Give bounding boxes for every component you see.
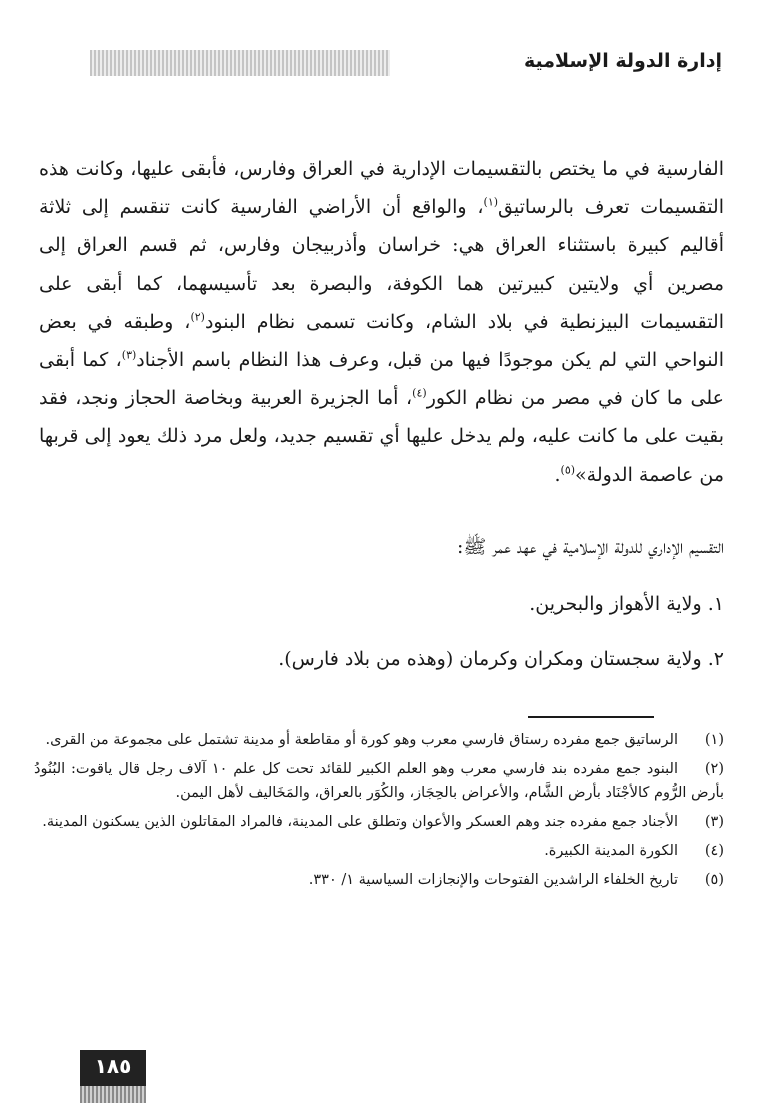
- body-text-segment: الفارسية في ما يختص بالتقسيمات الإدارية في العراق وفارس، فأبقى عليها، وكانت هذه التقسيمات تعرف بالرساتيق: [39, 158, 724, 219]
- footnote-number: (٥): [704, 872, 724, 888]
- list-item: ١. ولاية الأهواز والبحرين.: [529, 593, 724, 615]
- footnote-number: (١): [704, 732, 724, 748]
- footnote-number: (٣): [704, 814, 724, 830]
- header-decorative-band: [90, 50, 390, 76]
- footnote-ref-4[interactable]: (٤): [412, 386, 427, 400]
- body-text-segment: .: [554, 463, 561, 486]
- footnote-item: [34, 810, 724, 834]
- footnote-text: تاريخ الخلفاء الراشدين الفتوحات والإنجازات السياسية ١/ ٣٣٠.: [308, 872, 678, 888]
- body-text-segment: ، كما أبقى على ما كان في مصر من نظام الكور: [39, 349, 724, 410]
- body-text-segment: ، أما الجزيرة العربية وبخاصة الحجاز ونجد، فقد بقيت على ما كانت عليه، ولم يدخل عليها أي تقسيم جديد، ولعل مرد ذلك يعود إلى قربها من عاصمة الدولة»: [39, 387, 724, 486]
- footnote-separator: [528, 716, 654, 718]
- footnote-ref-1[interactable]: (١): [483, 195, 499, 209]
- footnote-text: الرساتيق جمع مفرده رستاق فارسي معرب وهو كورة أو مقاطعة أو مدينة تشتمل على مجموعة من القرى.: [45, 732, 678, 748]
- footnote-item: [34, 868, 724, 892]
- footnote-item: [34, 839, 724, 863]
- footnote-number: (٤): [704, 843, 724, 859]
- footnote-text: البنود جمع مفرده بند فارسي معرب وهو العلم الكبير للقائد تحت كل علم ١٠ آلاف رجل قال ياقوت: البُنُودُ بأرض الرُّوم كالأجْنَاد بأرض الشَّام، والأعراض بالحِجَاز، والكُوَر بالعراق، والمَخَاليف لأهل اليمن.: [34, 761, 724, 801]
- body-text-segment: ، وطبقه في بعض النواحي التي لم يكن موجودًا فيها من قبل، وعرف هذا النظام باسم الأجناد: [39, 310, 724, 372]
- footnote-number: (٢): [704, 761, 725, 777]
- footnote-ref-2[interactable]: (٢): [190, 310, 205, 324]
- page-number: ١٨٥: [94, 1054, 132, 1078]
- footnote-ref-5[interactable]: (٥): [560, 463, 576, 477]
- page-number-decorative-strip: [80, 1086, 146, 1103]
- footnote-text: الكورة المدينة الكبيرة.: [544, 843, 678, 859]
- list-item: ٢. ولاية سجستان ومكران وكرمان (وهذه من بلاد فارس).: [278, 648, 724, 670]
- running-header-title: إدارة الدولة الإسلامية: [523, 50, 722, 72]
- section-heading: التقسيم الإداري للدولة الإسلامية في عهد عمر ﷺ:: [456, 536, 724, 558]
- footnote-text: الأجناد جمع مفرده جند وهم العسكر والأعوان وتطلق على المدينة، فالمراد المقاتلون الذين يسكنون المدينة.: [42, 814, 678, 830]
- body-text-segment: ، والواقع أن الأراضي الفارسية كانت تنقسم إلى ثلاثة أقاليم كبيرة باستثناء العراق هي: خراسان وأذربيجان وفارس، ثم قسم العراق إلى مصرين أي ولايتين كبيرتين هما الكوفة، والبصرة بعد تأسيسهما، كما أبقى على التقسيمات البيزنطية في بلاد الشام، وكانت تسمى نظام البنود: [39, 196, 725, 333]
- footnote-item: [34, 757, 724, 805]
- footnote-ref-3[interactable]: (٣): [121, 348, 137, 362]
- footnote-item: [34, 728, 724, 752]
- footnotes-section: [34, 728, 724, 897]
- body-paragraph: [39, 150, 724, 494]
